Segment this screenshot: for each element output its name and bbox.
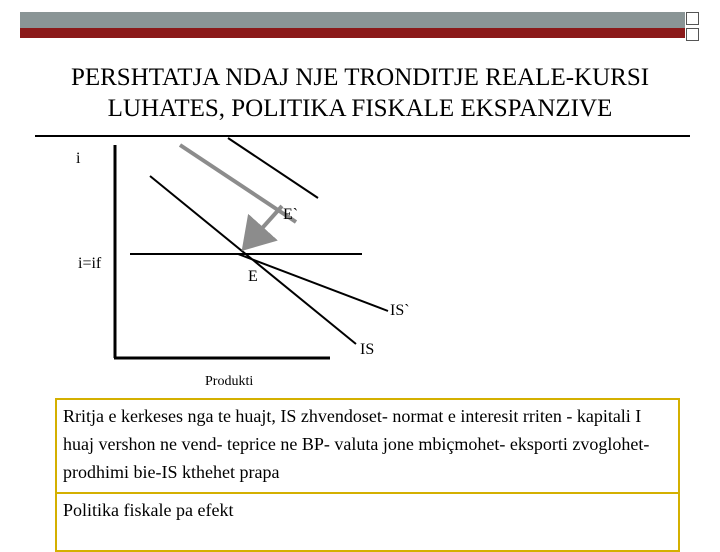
title-line-1: PERSHTATJA NDAJ NJE TRONDITJE REALE-KURSI [70,64,650,91]
return-arrow [247,206,282,245]
conclusion-box: Politika fiskale pa efekt [55,492,680,552]
is-prime-label: IS` [390,302,410,319]
explanation-box: Rritja e kerkeses nga te huajt, IS zhvendoset- normat e interesit rriten - kapitali I huaj vershon ne vend- teprice ne BP- valuta jone mbiçmohet- eksporti zvoglohet- prodhimi bie-IS kthehet prapa [55,398,680,494]
is-prime-lower [238,254,388,311]
title-line-2: LUHATES, POLITIKA FISKALE EKSPANZIVE [107,95,613,122]
x-axis-label: Produkti [205,374,254,389]
is-prime-curve [228,138,318,198]
point-e-prime-label: E` [283,206,299,223]
point-e-label: E [248,268,258,285]
is-label: IS [360,341,375,358]
y-axis-label: i [76,150,81,167]
rate-line-label: i=if [78,255,102,272]
